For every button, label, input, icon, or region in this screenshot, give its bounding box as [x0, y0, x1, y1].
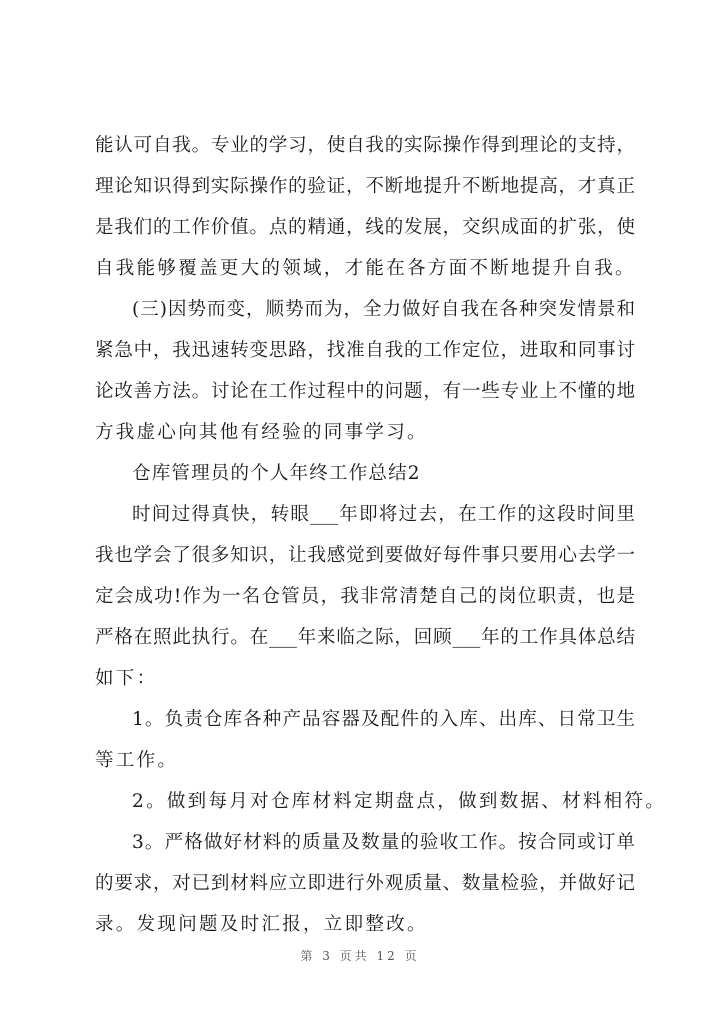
paragraph-line: 定会成功!作为一名仓管员，我非常清楚自己的岗位职责，也是: [95, 586, 635, 607]
paragraph-line: 紧急中，我迅速转变思路，找准自我的工作定位，进取和同事讨: [95, 340, 635, 361]
list-item-line: 录。发现问题及时汇报，立即整改。: [95, 914, 428, 935]
paragraph-line: 自我能够覆盖更大的领域，才能在各方面不断地提升自我。: [95, 258, 636, 279]
paragraph-line: 严格在照此执行。在___年来临之际，回顾___年的工作具体总结: [95, 627, 635, 648]
paragraph-line: 能认可自我。专业的学习，使自我的实际操作得到理论的支持，: [95, 135, 635, 156]
section-heading: 仓库管理员的个人年终工作总结2: [132, 463, 421, 484]
list-item-line: 的要求，对已到材料应立即进行外观质量、数量检验，并做好记: [95, 873, 635, 894]
paragraph-line: 理论知识得到实际操作的验证，不断地提升不断地提高，才真正: [95, 176, 635, 197]
paragraph-line: 时间过得真快，转眼___年即将过去，在工作的这段时间里: [132, 504, 635, 525]
list-item-line: 2。做到每月对仓库材料定期盘点，做到数据、材料相符。: [132, 791, 667, 812]
list-item-line: 等工作。: [95, 750, 179, 771]
paragraph-line: 方我虚心向其他有经验的同事学习。: [95, 422, 428, 443]
page-number-footer: 第 3 页共 12 页: [300, 949, 420, 963]
paragraph-line: 论改善方法。讨论在工作过程中的问题，有一些专业上不懂的地: [95, 381, 635, 402]
paragraph-line: 我也学会了很多知识，让我感觉到要做好每件事只要用心去学一: [95, 545, 635, 566]
paragraph-line: (三)因势而变，顺势而为，全力做好自我在各种突发情景和: [132, 299, 635, 320]
list-item-line: 1。负责仓库各种产品容器及配件的入库、出库、日常卫生: [132, 709, 635, 730]
paragraph-line: 如下：: [95, 668, 158, 689]
paragraph-line: 是我们的工作价值。点的精通，线的发展，交织成面的扩张，使: [95, 217, 635, 238]
list-item-line: 3。严格做好材料的质量及数量的验收工作。按合同或订单: [132, 832, 635, 853]
